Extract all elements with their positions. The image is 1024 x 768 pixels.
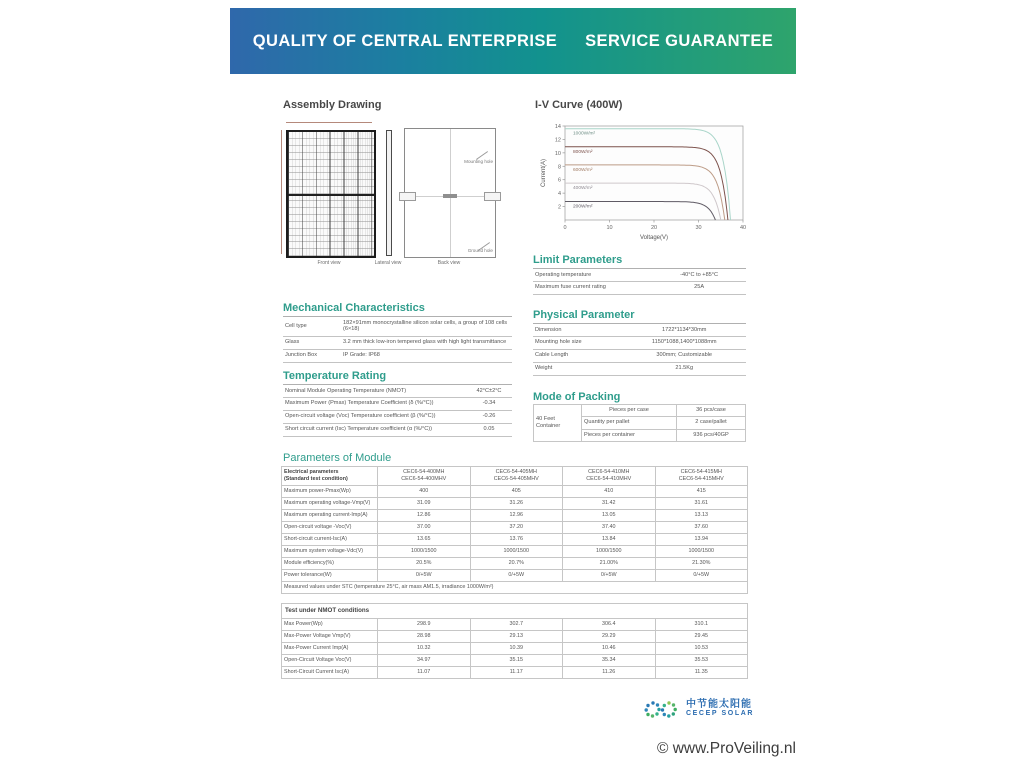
cell: 31.09 [378,498,471,510]
cell: 1000/1500 [378,546,471,558]
chart-label: 2 [557,204,561,211]
watermark: © www.ProVeiling.nl [657,740,796,757]
logo-text [686,699,754,717]
table-row [282,534,748,546]
cell: 13.84 [563,534,656,546]
cell: 11.35 [655,667,748,679]
table-row [282,510,748,522]
model-name: CEC6-54-410MH [588,469,630,475]
cecep-logo-icon [642,699,680,723]
cell: 35.53 [655,655,748,667]
cell: Module efficiency(%) [282,558,378,570]
cell: Maximum operating current-Imp(A) [282,510,378,522]
physical-parameter-title: Physical Parameter [533,309,635,321]
chart-label: 12 [554,137,561,144]
cell: Weight [533,362,622,375]
cell: 36 pcs/case [677,405,746,417]
cell: Junction Box [283,349,341,362]
container-cell: 40 Feet Container [534,405,582,442]
cell: 10.39 [470,643,563,655]
back-view-caption: Back view [437,260,461,266]
cell: 29.13 [470,631,563,643]
cell: Short-Circuit Current Isc(A) [282,667,378,679]
header-sub: (Standard test condition) [284,476,348,483]
table-row [282,667,748,679]
header-label: Electrical parameters [284,469,339,475]
cell: Max Power(Wp) [282,619,378,631]
chart-label: 30 [695,225,702,231]
cell: Quantity per pallet [582,417,677,429]
cell: Short-circuit current-Isc(A) [282,534,378,546]
cell: 1000/1500 [563,546,656,558]
cell: 12.96 [470,510,563,522]
cell: Short circuit current (Isc) Temperature coefficient (α (%/°C)) [283,423,466,436]
model-name: CEC6-54-400MHV [401,476,447,483]
table-row [533,349,746,362]
table-row [283,423,512,436]
cell: 2 case/pallet [677,417,746,429]
logo-english-name: CECEP SOLAR [686,710,755,717]
model-name: CEC6-54-405MH [495,469,537,475]
chart-label: 1000W/m² [573,131,596,137]
cell: Dimension [533,324,622,337]
cell: 35.15 [470,655,563,667]
chart-label: Voltage(V) [639,235,669,241]
cell: Maximum fuse current rating [533,281,652,294]
table-row [282,655,748,667]
table-row [282,558,748,570]
cell: 400 [378,486,471,498]
cell: Mounting hole size [533,336,622,349]
chart-label: Current(A) [541,158,547,188]
table-row [533,281,746,294]
cell: 42°C±2°C [466,385,512,398]
cell: Max-Power Voltage Vmp(V) [282,631,378,643]
cell: -40°C to +85°C [652,269,746,282]
cell: 1000/1500 [470,546,563,558]
cecep-logo [642,699,754,723]
cell: 11.26 [563,667,656,679]
table-row [283,410,512,423]
mechanical-characteristics-title: Mechanical Characteristics [283,302,425,314]
chart-label: 4 [557,191,561,198]
cell: 35.34 [563,655,656,667]
table-row [533,269,746,282]
cell: -0.26 [466,410,512,423]
table-row [534,405,746,417]
mounting-bracket [484,192,501,201]
assembly-drawing-title: Assembly Drawing [283,99,382,111]
table-row [283,336,512,349]
cell: 0/+5W [563,570,656,582]
cell: 21.5Kg [622,362,746,375]
cell: 1722*1134*30mm [622,324,746,337]
cell: 3.2 mm thick low-iron tempered glass with high light transmittance [341,336,512,349]
physical-parameter-table [533,323,746,376]
cell: Open-circuit voltage (Voc) Temperature coefficient (β (%/°C)) [283,410,466,423]
cell: IP Grade: IP68 [341,349,512,362]
chart-label: 10 [554,150,561,157]
cell: 13.94 [655,534,748,546]
cell: 10.32 [378,643,471,655]
limit-parameters-table [533,268,746,295]
header-cell [378,467,471,486]
cell: 1150*1088,1400*1088mm [622,336,746,349]
cell: 405 [470,486,563,498]
logo-chinese-name: 中节能太阳能 [686,699,752,710]
cell: 28.98 [378,631,471,643]
cell: 31.26 [470,498,563,510]
stc-footnote: Measured values under STC (temperature 25°C, air mass AM1.5, irradiance 1000W/m²) [282,582,748,594]
chart-label: 14 [554,124,561,130]
cell: Open-circuit voltage -Voc(V) [282,522,378,534]
cell: 25A [652,281,746,294]
cell: Power tolerance(W) [282,570,378,582]
ground-hole-label: Ground hole [467,248,493,253]
chart-label: 6 [557,177,561,184]
chart-label: 0 [563,225,567,231]
cell: 13.65 [378,534,471,546]
cell: 13.76 [470,534,563,546]
cell: 31.61 [655,498,748,510]
dimension-line [286,122,372,123]
cell: Pieces per container [582,429,677,441]
table-row [283,317,512,337]
header-cell [282,467,378,486]
model-name: CEC6-54-410MHV [586,476,632,483]
cell: 37.00 [378,522,471,534]
dimension-line [281,130,282,254]
header-cell [470,467,563,486]
lateral-view-drawing [386,130,392,256]
cell: 0/+5W [470,570,563,582]
table-row [282,643,748,655]
cell: 20.7% [470,558,563,570]
table-row [533,336,746,349]
assembly-drawing [280,118,518,270]
cell: 10.46 [563,643,656,655]
cell: 300mm; Customizable [622,349,746,362]
cell: 182×91mm monocrystalline silicon solar cells, a group of 108 cells (6×18) [341,317,512,337]
temperature-rating-table [283,384,512,437]
nmot-title: Test under NMOT conditions [282,604,748,619]
cell: Maximum power-Pmax(Wp) [282,486,378,498]
cell: Maximum operating voltage-Vmp(V) [282,498,378,510]
cell: Pieces per case [582,405,677,417]
cell: 306.4 [563,619,656,631]
cell: 31.42 [563,498,656,510]
nmot-table [281,603,748,679]
cell: Glass [283,336,341,349]
table-header-row [282,604,748,619]
cell: Maximum system voltage-Vdc(V) [282,546,378,558]
cell: 37.20 [470,522,563,534]
cell: 415 [655,486,748,498]
cell: 37.40 [563,522,656,534]
mechanical-characteristics-table [283,316,512,363]
footnote-row [282,582,748,594]
junction-box-shape [443,194,457,198]
banner-title-right: SERVICE GUARANTEE [585,31,774,50]
cell: 936 pcs/40GP [677,429,746,441]
cell: Max-Power Current Imp(A) [282,643,378,655]
table-row [283,349,512,362]
cell: 34.97 [378,655,471,667]
cell: 37.60 [655,522,748,534]
cell: 0/+5W [378,570,471,582]
cell: 11.07 [378,667,471,679]
cell: 13.13 [655,510,748,522]
cell: 21.30% [655,558,748,570]
iv-curve-title: I-V Curve (400W) [535,99,623,111]
cell: 1000/1500 [655,546,748,558]
table-row [533,324,746,337]
table-row [533,362,746,375]
chart-label: 10 [606,225,613,231]
cell: 29.29 [563,631,656,643]
cell: Cable Length [533,349,622,362]
mounting-bracket [399,192,416,201]
cell: 0.05 [466,423,512,436]
front-view-drawing [286,130,376,258]
cell: 302.7 [470,619,563,631]
header-cell [563,467,656,486]
model-name: CEC6-54-400MH [403,469,445,475]
chart-label: 40 [739,225,747,231]
table-row [283,397,512,410]
model-name: CEC6-54-415MH [680,469,722,475]
cell: Open-Circuit Voltage Voc(V) [282,655,378,667]
table-row [282,631,748,643]
cell: 0/+5W [655,570,748,582]
cell: 21.00% [563,558,656,570]
chart-label: 20 [650,225,658,231]
cell: -0.34 [466,397,512,410]
mounting-hole-label: Mounting hole [464,159,493,164]
cell: Nominal Module Operating Temperature (NMOT) [283,385,466,398]
table-row [282,498,748,510]
table-row [282,570,748,582]
table-row [282,486,748,498]
table-row [282,619,748,631]
limit-parameters-title: Limit Parameters [533,254,623,266]
table-row [282,522,748,534]
iv-curve-chart [538,116,752,244]
parameters-of-module-title: Parameters of Module [283,452,392,464]
chart-label: 600W/m² [573,167,593,173]
chart-label: 800W/m² [573,149,593,155]
cell: 20.5% [378,558,471,570]
header-banner [230,8,796,74]
parameters-of-module-table [281,466,748,594]
table-header-row [282,467,748,486]
cell: Operating temperature [533,269,652,282]
cell: 12.86 [378,510,471,522]
cell: 29.45 [655,631,748,643]
chart-label: 200W/m² [573,204,593,210]
cell: 13.05 [563,510,656,522]
back-view-drawing [404,128,496,258]
cell: Maximum Power (Pmax) Temperature Coefficient (δ (%/°C)) [283,397,466,410]
cell: Cell type [283,317,341,337]
lateral-view-caption: Lateral view [374,260,402,266]
cell: 298.9 [378,619,471,631]
temperature-rating-title: Temperature Rating [283,370,387,382]
front-view-caption: Front view [317,260,341,266]
cell: 410 [563,486,656,498]
table-row [282,546,748,558]
model-name: CEC6-54-415MHV [678,476,724,483]
chart-label: 8 [557,164,561,171]
cell: 10.53 [655,643,748,655]
banner-title-left: QUALITY OF CENTRAL ENTERPRISE [252,31,558,50]
header-cell [655,467,748,486]
cell: 310.1 [655,619,748,631]
mode-of-packing-title: Mode of Packing [533,391,621,403]
table-row [283,385,512,398]
model-name: CEC6-54-405MHV [493,476,539,483]
cell: 11.17 [470,667,563,679]
chart-label: 400W/m² [573,186,593,192]
mode-of-packing-table [533,404,746,442]
